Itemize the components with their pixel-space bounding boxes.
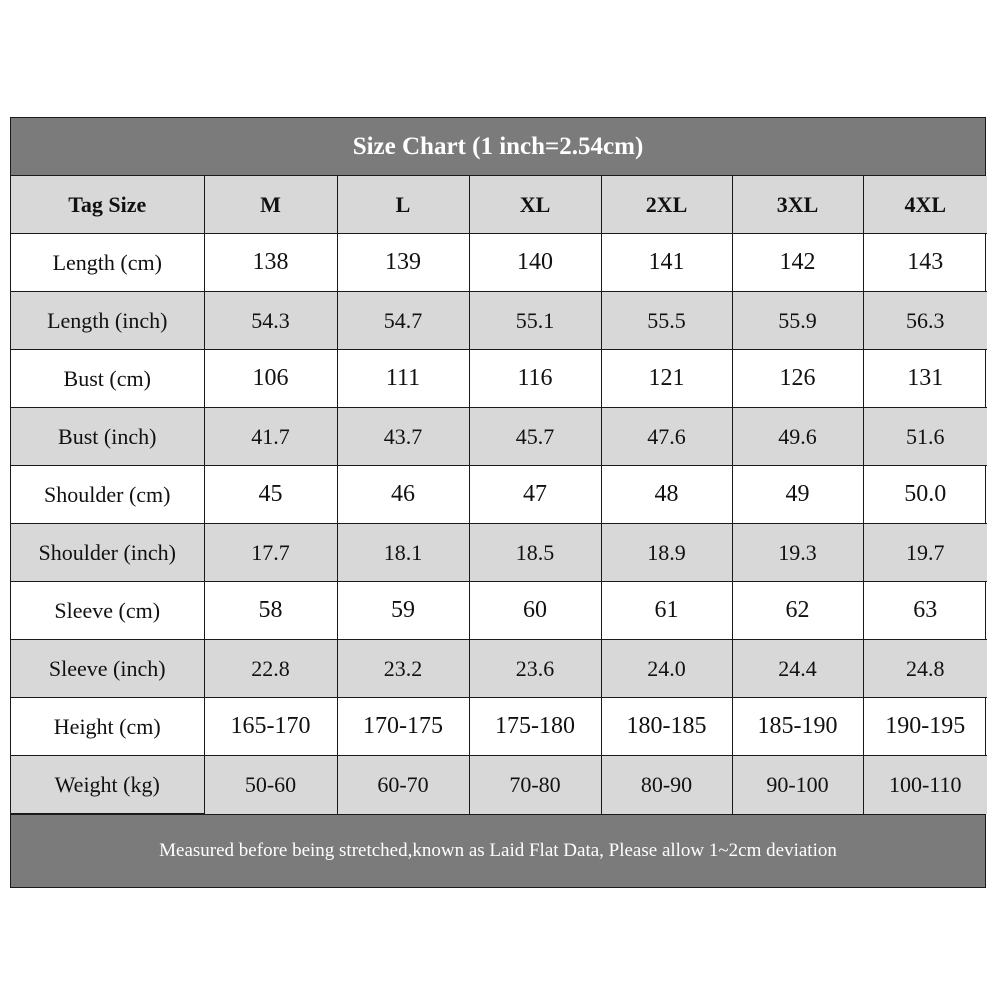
- table-cell: 90-100: [732, 756, 863, 814]
- size-header-3xl: 3XL: [732, 176, 863, 234]
- table-cell: 55.9: [732, 292, 863, 350]
- size-table: [11, 176, 987, 814]
- footer-note: Measured before being stretched,known as Laid Flat Data, Please allow 1~2cm deviation: [11, 814, 985, 887]
- table-cell: 50-60: [204, 756, 337, 814]
- table-cell: 63: [863, 582, 987, 640]
- table-cell: 138: [204, 234, 337, 292]
- table-cell: 23.2: [337, 640, 469, 698]
- table-cell: 142: [732, 234, 863, 292]
- table-cell: 22.8: [204, 640, 337, 698]
- table-cell: 19.3: [732, 524, 863, 582]
- tag-size-header: Tag Size: [11, 176, 204, 234]
- row-label: Shoulder (cm): [11, 466, 204, 524]
- chart-title: Size Chart (1 inch=2.54cm): [11, 118, 985, 176]
- table-row: [11, 640, 987, 698]
- table-cell: 17.7: [204, 524, 337, 582]
- table-row: [11, 698, 987, 756]
- table-cell: 126: [732, 350, 863, 408]
- table-cell: 121: [601, 350, 732, 408]
- table-cell: 116: [469, 350, 601, 408]
- table-cell: 49: [732, 466, 863, 524]
- size-header-l: L: [337, 176, 469, 234]
- size-chart: [10, 117, 986, 888]
- table-cell: 58: [204, 582, 337, 640]
- header-row: [11, 176, 987, 234]
- table-cell: 18.1: [337, 524, 469, 582]
- table-cell: 165-170: [204, 698, 337, 756]
- table-cell: 47.6: [601, 408, 732, 466]
- row-label: Height (cm): [11, 698, 204, 756]
- table-row: [11, 234, 987, 292]
- row-label: Shoulder (inch): [11, 524, 204, 582]
- table-row: [11, 466, 987, 524]
- row-label: Bust (cm): [11, 350, 204, 408]
- table-cell: 175-180: [469, 698, 601, 756]
- table-cell: 46: [337, 466, 469, 524]
- table-cell: 55.1: [469, 292, 601, 350]
- table-cell: 56.3: [863, 292, 987, 350]
- table-cell: 100-110: [863, 756, 987, 814]
- table-cell: 170-175: [337, 698, 469, 756]
- table-cell: 111: [337, 350, 469, 408]
- table-cell: 50.0: [863, 466, 987, 524]
- table-cell: 106: [204, 350, 337, 408]
- size-header-m: M: [204, 176, 337, 234]
- table-cell: 139: [337, 234, 469, 292]
- row-label: Length (inch): [11, 292, 204, 350]
- table-cell: 61: [601, 582, 732, 640]
- table-cell: 185-190: [732, 698, 863, 756]
- row-label: Sleeve (cm): [11, 582, 204, 640]
- table-row: [11, 524, 987, 582]
- row-label: Length (cm): [11, 234, 204, 292]
- table-cell: 24.8: [863, 640, 987, 698]
- table-cell: 24.4: [732, 640, 863, 698]
- size-header-4xl: 4XL: [863, 176, 987, 234]
- table-cell: 180-185: [601, 698, 732, 756]
- table-cell: 18.5: [469, 524, 601, 582]
- table-row: [11, 408, 987, 466]
- table-row: [11, 292, 987, 350]
- table-cell: 141: [601, 234, 732, 292]
- table-cell: 131: [863, 350, 987, 408]
- table-cell: 59: [337, 582, 469, 640]
- row-label: Bust (inch): [11, 408, 204, 466]
- table-cell: 140: [469, 234, 601, 292]
- table-cell: 43.7: [337, 408, 469, 466]
- table-cell: 60-70: [337, 756, 469, 814]
- size-header-2xl: 2XL: [601, 176, 732, 234]
- table-cell: 54.3: [204, 292, 337, 350]
- table-cell: 23.6: [469, 640, 601, 698]
- table-row: [11, 350, 987, 408]
- table-cell: 54.7: [337, 292, 469, 350]
- table-cell: 60: [469, 582, 601, 640]
- table-cell: 143: [863, 234, 987, 292]
- table-cell: 19.7: [863, 524, 987, 582]
- table-row: [11, 756, 987, 814]
- row-label: Weight (kg): [11, 756, 204, 814]
- table-cell: 80-90: [601, 756, 732, 814]
- table-cell: 45.7: [469, 408, 601, 466]
- table-cell: 48: [601, 466, 732, 524]
- table-cell: 24.0: [601, 640, 732, 698]
- table-cell: 41.7: [204, 408, 337, 466]
- table-cell: 190-195: [863, 698, 987, 756]
- table-cell: 18.9: [601, 524, 732, 582]
- table-cell: 62: [732, 582, 863, 640]
- table-cell: 55.5: [601, 292, 732, 350]
- size-header-xl: XL: [469, 176, 601, 234]
- table-cell: 70-80: [469, 756, 601, 814]
- table-cell: 47: [469, 466, 601, 524]
- table-cell: 45: [204, 466, 337, 524]
- table-row: [11, 582, 987, 640]
- row-label: Sleeve (inch): [11, 640, 204, 698]
- table-cell: 51.6: [863, 408, 987, 466]
- table-cell: 49.6: [732, 408, 863, 466]
